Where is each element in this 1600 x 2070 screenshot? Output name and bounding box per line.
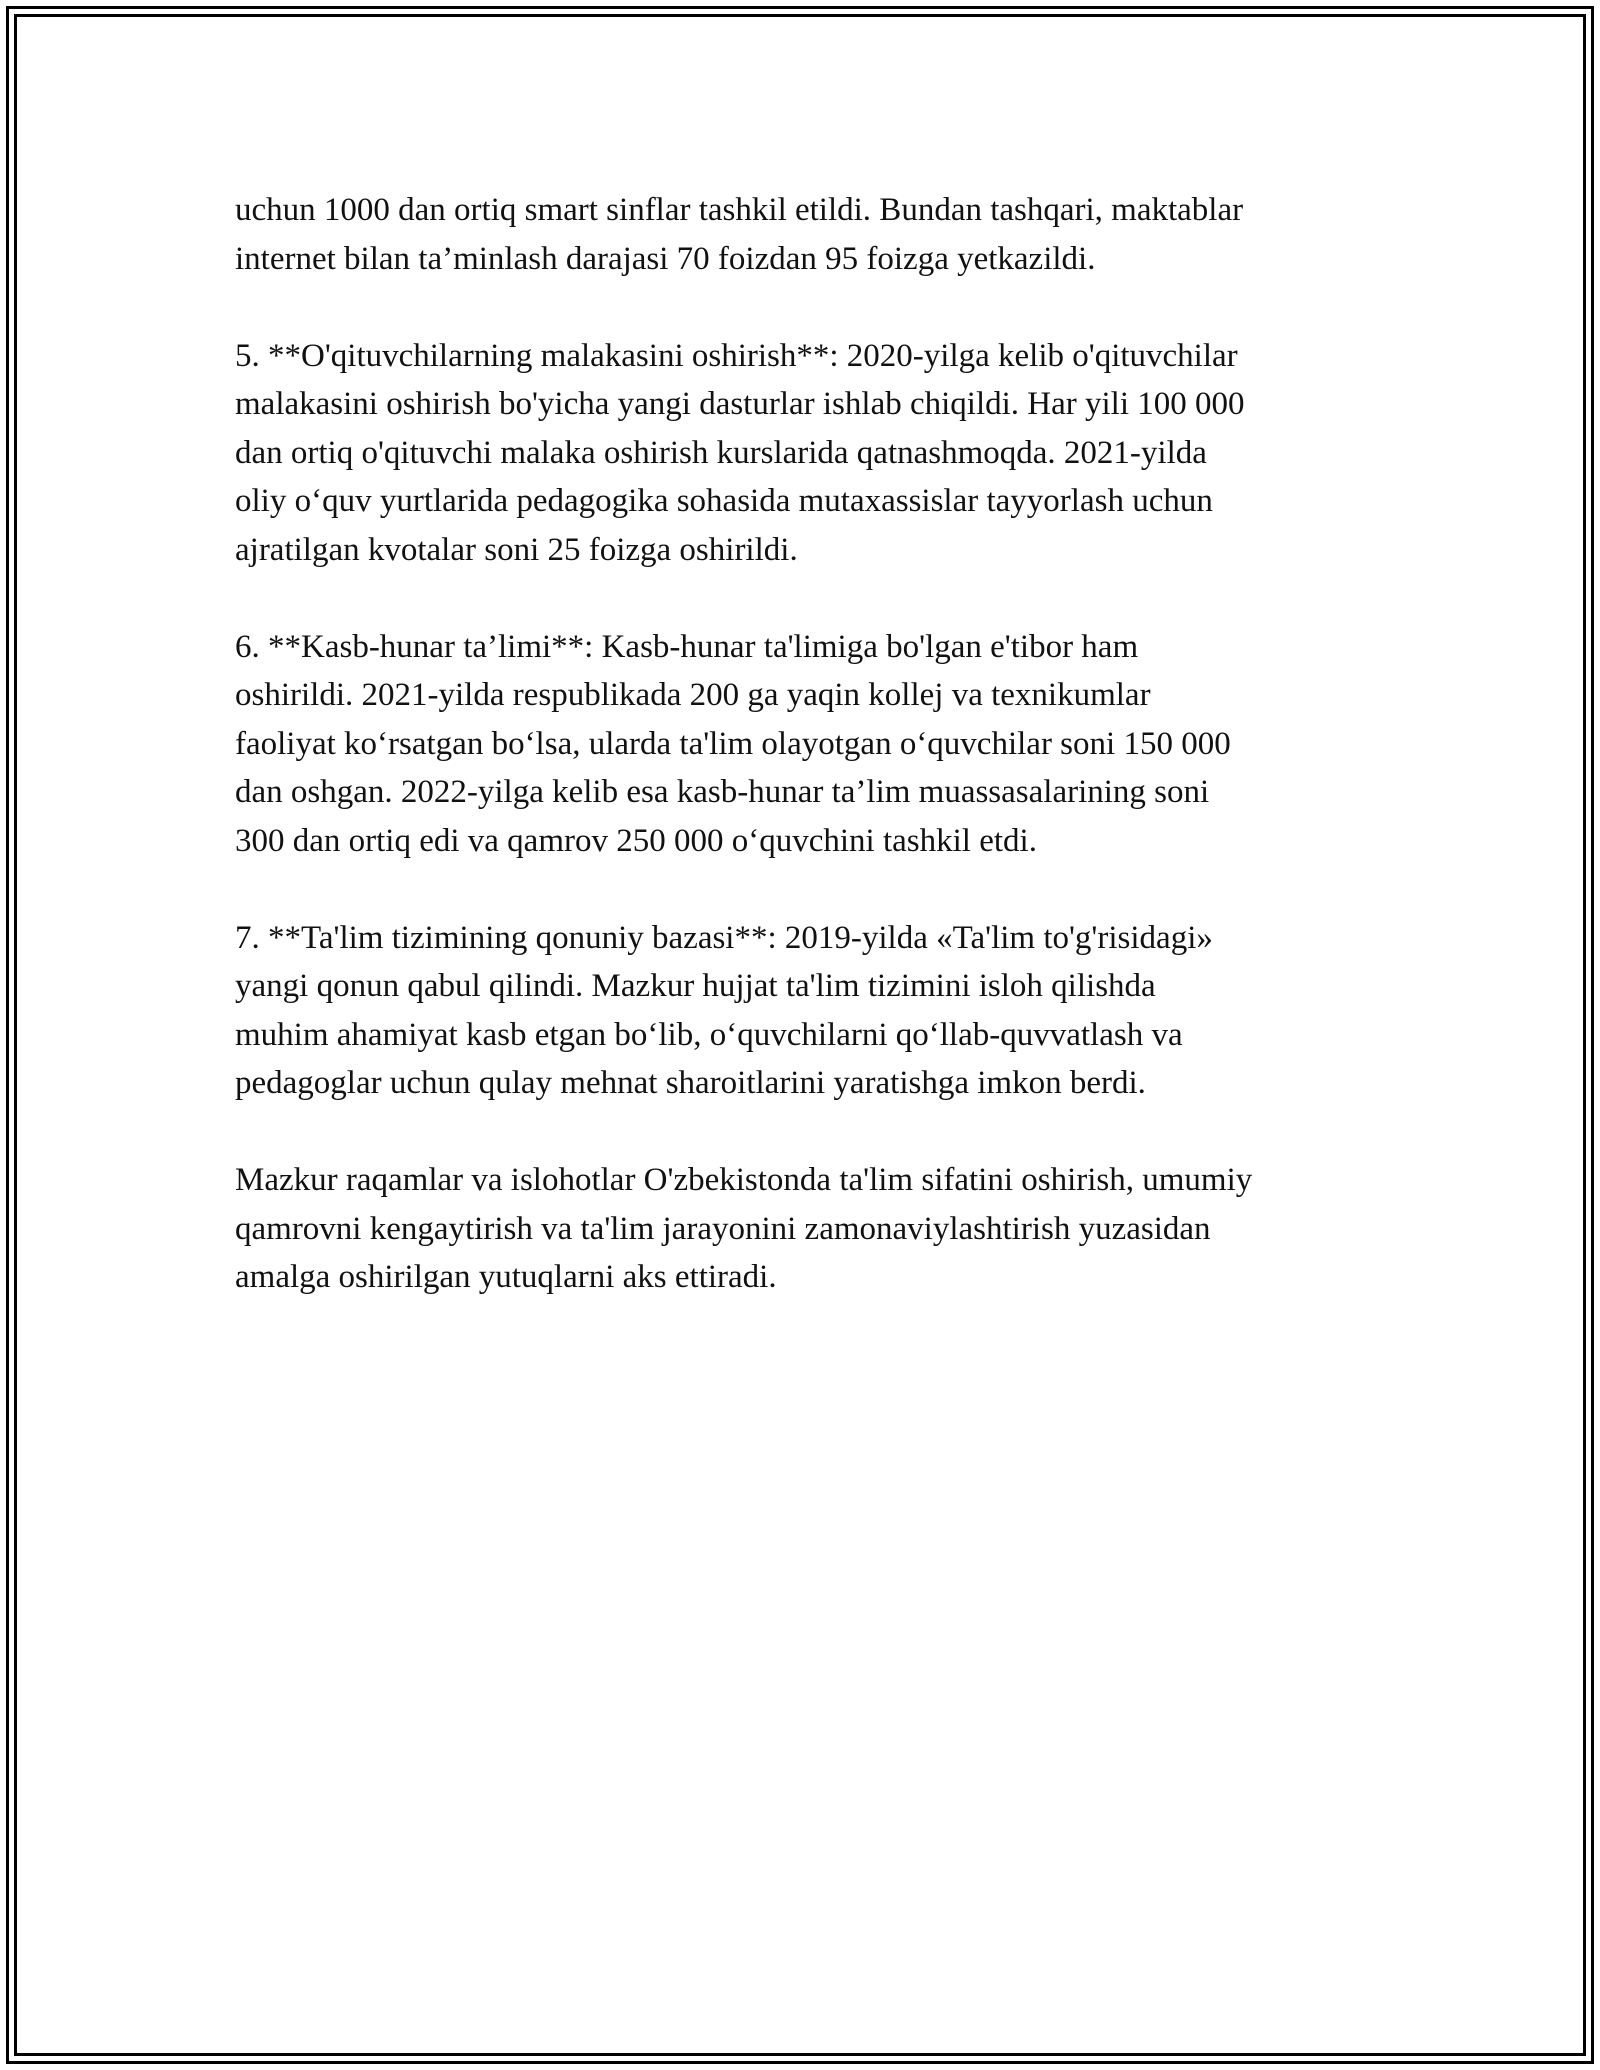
paragraph-smart-classes: [235, 186, 1385, 283]
text-line: dan ortiq o'qituvchi malaka oshirish kurslarida qatnashmoqda. 2021-yilda: [235, 434, 1207, 471]
paragraph-legal-basis: [235, 914, 1385, 1108]
text-line: amalga oshirilgan yutuqlarni aks ettiradi.: [235, 1259, 777, 1295]
text-line: 7. **Ta'lim tizimining qonuniy bazasi**: 2019-yilda «Ta'lim to'g'risidagi»: [235, 919, 1213, 956]
text-line: oshirildi. 2021-yilda respublikada 200 ga yaqin kollej va texnikumlar: [235, 677, 1151, 713]
text-line: faoliyat ko‘rsatgan bo‘lsa, ularda ta'lim olayotgan o‘quvchilar soni 150 000: [235, 725, 1231, 762]
text-line: qamrovni kengaytirish va ta'lim jarayonini zamonaviylashtirish yuzasidan: [235, 1210, 1211, 1247]
text-line: pedagoglar uchun qulay mehnat sharoitlarini yaratishga imkon berdi.: [235, 1065, 1146, 1101]
text-line: malakasini oshirish bo'yicha yangi dasturlar ishlab chiqildi. Har yili 100 000: [235, 386, 1245, 422]
paragraph-vocational-education: [235, 623, 1385, 866]
text-line: uchun 1000 dan ortiq smart sinflar tashkil etildi. Bundan tashqari, maktablar: [235, 192, 1244, 228]
text-line: 300 dan ortiq edi va qamrov 250 000 o‘quvchini tashkil etdi.: [235, 822, 1037, 859]
paragraph-teacher-training: [235, 332, 1385, 575]
paragraph-conclusion: [235, 1156, 1385, 1302]
document-body: [235, 186, 1385, 1350]
text-line: 6. **Kasb-hunar ta’limi**: Kasb-hunar ta'limiga bo'lgan e'tibor ham: [235, 628, 1139, 665]
text-line: internet bilan ta’minlash darajasi 70 foizdan 95 foizga yetkazildi.: [235, 240, 1096, 277]
text-line: Mazkur raqamlar va islohotlar O'zbekistonda ta'lim sifatini oshirish, umumiy: [235, 1162, 1253, 1198]
text-line: oliy o‘quv yurtlarida pedagogika sohasida mutaxassislar tayyorlash uchun: [235, 483, 1213, 519]
text-line: muhim ahamiyat kasb etgan bo‘lib, o‘quvchilarni qo‘llab-quvvatlash va: [235, 1016, 1183, 1053]
text-line: ajratilgan kvotalar soni 25 foizga oshirildi.: [235, 531, 798, 568]
text-line: yangi qonun qabul qilindi. Mazkur hujjat ta'lim tizimini isloh qilishda: [235, 968, 1156, 1004]
text-line: dan oshgan. 2022-yilga kelib esa kasb-hunar ta’lim muassasalarining soni: [235, 774, 1210, 810]
text-line: 5. **O'qituvchilarning malakasini oshirish**: 2020-yilga kelib o'qituvchilar: [235, 337, 1238, 374]
